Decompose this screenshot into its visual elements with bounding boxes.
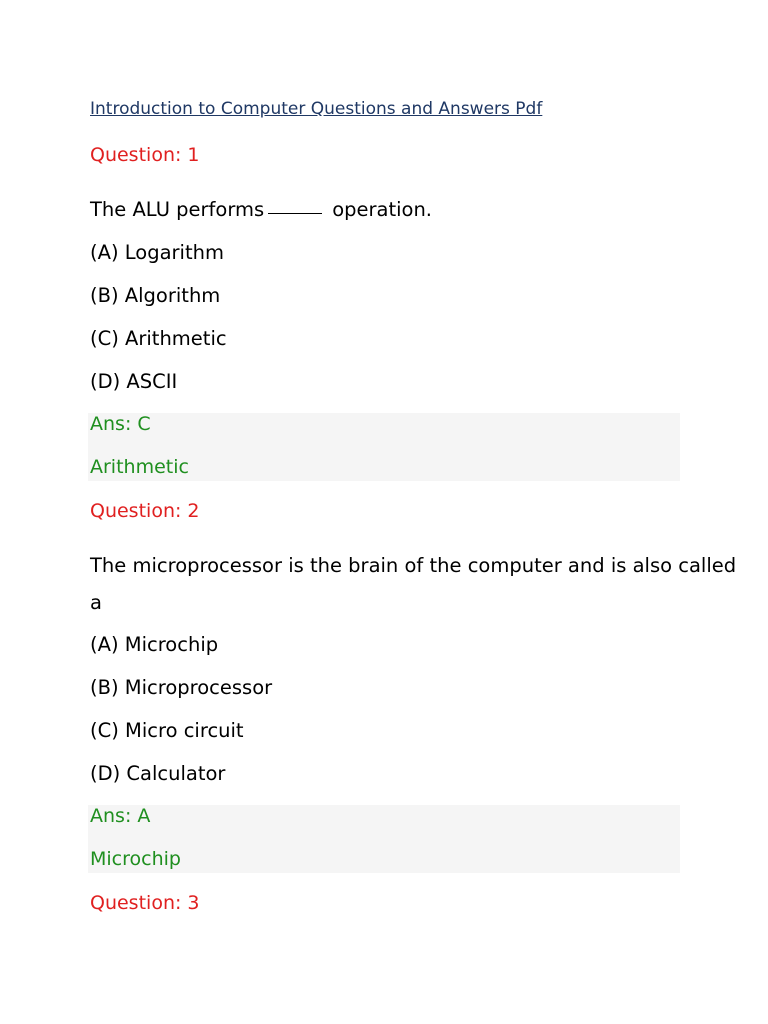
- question-2-option-c: (C) Micro circuit: [90, 719, 244, 742]
- question-1-option-c: (C) Arithmetic: [90, 327, 227, 350]
- question-1-stem-after-blank: operation.: [332, 198, 433, 221]
- question-1-blank: [268, 212, 322, 214]
- question-2-answer-label: Ans: A: [90, 805, 151, 827]
- question-1-option-d: (D) ASCII: [90, 370, 178, 393]
- question-3-label: Question: 3: [90, 892, 200, 914]
- question-1-answer-label: Ans: C: [90, 413, 151, 435]
- question-1-label: Question: 1: [90, 144, 200, 166]
- question-2-option-b: (B) Microprocessor: [90, 676, 273, 699]
- question-1-stem: [90, 198, 432, 221]
- question-1-option-b: (B) Algorithm: [90, 284, 221, 307]
- question-1-stem-before-blank: The ALU performs: [90, 198, 265, 221]
- question-2-option-d: (D) Calculator: [90, 762, 226, 785]
- question-2-stem-line-2: a: [90, 591, 102, 614]
- document-title[interactable]: Introduction to Computer Questions and Answers Pdf: [90, 99, 543, 119]
- question-1-option-a: (A) Logarithm: [90, 241, 224, 264]
- question-2-label: Question: 2: [90, 500, 200, 522]
- question-2-answer-text: Microchip: [90, 848, 181, 870]
- question-1-answer-text: Arithmetic: [90, 456, 189, 478]
- question-2-stem-line-1: The microprocessor is the brain of the computer and is also called: [90, 554, 737, 577]
- question-2-option-a: (A) Microchip: [90, 633, 219, 656]
